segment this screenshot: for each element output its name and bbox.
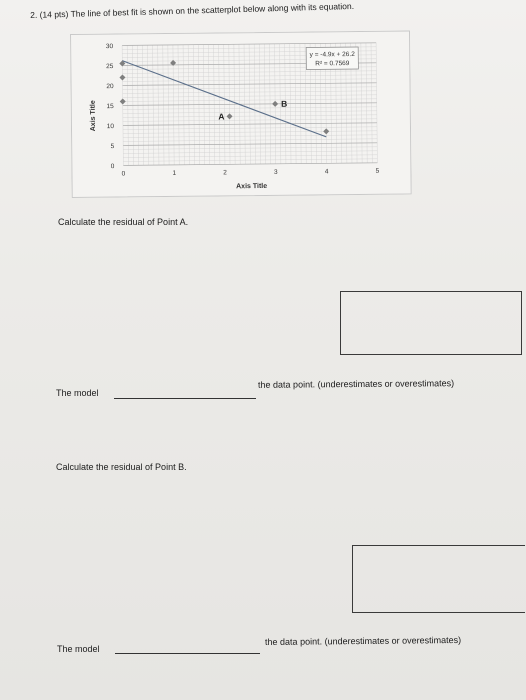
x-tick-label: 4 [324,168,329,176]
residual-b-prompt: Calculate the residual of Point B. [56,462,187,472]
residual-a-answer-box[interactable] [340,291,522,355]
model-a-label: The model [56,388,99,398]
residual-a-prompt: Calculate the residual of Point A. [58,217,189,227]
question-header [30,0,500,20]
x-tick-label: 0 [121,170,126,178]
point-label-a: A [218,111,225,122]
model-a-blank[interactable] [114,398,256,399]
model-a-statement: the data point. (underestimates or overestimates) [257,378,455,390]
point-label-b: B [281,98,288,109]
y-tick-label: 15 [106,103,114,111]
x-tick-label: 1 [172,169,177,177]
residual-b-answer-box[interactable] [352,545,525,613]
x-tick-label: 2 [223,169,227,177]
scatterplot [70,30,412,198]
model-b-label: The model [57,644,100,654]
x-axis-title: Axis Title [236,182,268,191]
y-tick-label: 10 [106,123,115,131]
y-axis-title: Axis Title [89,100,98,132]
equation-box [306,47,358,70]
y-tick-label: 25 [106,63,114,71]
y-tick-label: 0 [110,163,115,171]
model-b-blank[interactable] [115,653,260,654]
y-tick-label: 20 [106,83,114,91]
y-tick-label: 30 [105,43,114,51]
scatterplot-svg [70,30,412,198]
r-squared-text: R² = 0.7569 [315,60,350,68]
x-tick-label: 3 [274,168,278,176]
model-b-statement: the data point. (underestimates or overestimates) [264,634,462,648]
x-tick-label: 5 [375,167,380,175]
question-number: 2. [30,9,38,20]
question-points: (14 pts) [39,8,69,20]
question-prompt: The line of best fit is shown on the scatterplot below along with its equation. [70,0,355,19]
equation-text: y = -4.9x + 26.2 [309,51,355,59]
y-tick-label: 5 [110,143,115,151]
